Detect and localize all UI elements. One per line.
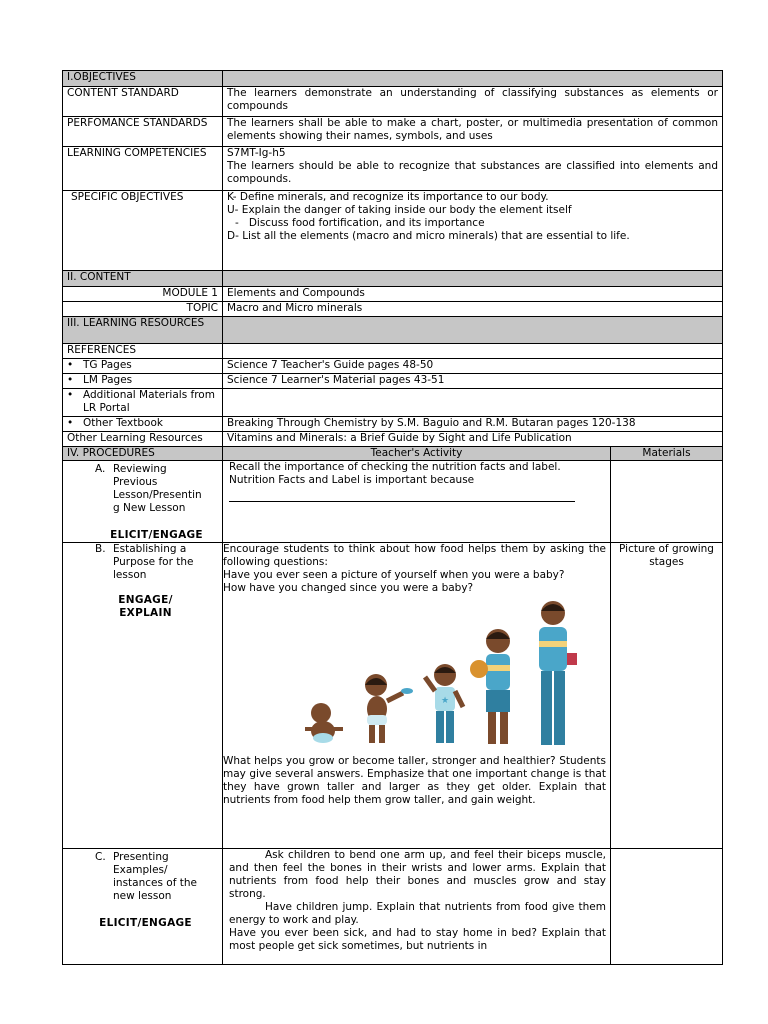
specific-objectives-label: SPECIFIC OBJECTIVES <box>63 191 223 271</box>
additional-label: Additional Materials from LR Portal <box>83 389 215 414</box>
objectives-header: I.OBJECTIVES <box>63 71 223 87</box>
tg-label-cell <box>63 359 223 374</box>
procedure-b-q2: How have you changed since you were a baby? <box>223 582 474 594</box>
lm-label: • LM Pages <box>67 374 132 386</box>
procedure-b-q3: What helps you grow or become taller, stronger and healthier? Students may give several answers. Emphasize that one important change is that they have grown taller and larger as they get older. Explain that nutrients from food help them grow taller, and gain weight. <box>223 755 606 806</box>
textbook-value: Breaking Through Chemistry by S.M. Baguio and R.M. Butaran pages 120-138 <box>223 417 723 432</box>
procedure-a-line1: Recall the importance of checking the nutrition facts and label. <box>229 461 561 473</box>
procedure-b-label: Establishing a Purpose for the lesson <box>113 543 194 581</box>
specific-objectives-cell <box>223 191 723 271</box>
procedure-c-activity <box>223 849 611 965</box>
procedure-b-letter: B. <box>95 543 106 555</box>
content-header: II. CONTENT <box>63 271 223 287</box>
content-header-fill <box>223 271 723 287</box>
tg-label: • TG Pages <box>67 359 132 371</box>
procedure-a-letter: A. <box>95 463 106 475</box>
procedure-c-label: Presenting Examples/ instances of the new lesson <box>113 851 197 902</box>
references-value <box>223 344 723 359</box>
tg-value: Science 7 Teacher's Guide pages 48-50 <box>223 359 723 374</box>
objective-u-sub: - Discuss food fortification, and its importance <box>235 217 485 229</box>
toddler-figure <box>365 674 413 743</box>
objective-u-sub-text: Discuss food fortification, and its importance <box>248 217 485 229</box>
procedure-c-label-cell <box>63 849 223 965</box>
teen-figure <box>539 601 577 745</box>
performance-text: The learners shall be able to make a chart, poster, or multimedia presentation of common elements showing their names, symbols, and uses <box>223 117 723 147</box>
additional-value <box>223 389 723 417</box>
child-figure <box>425 664 463 743</box>
growing-stages-illustration <box>261 601 581 751</box>
procedure-b-label-cell <box>63 543 223 849</box>
content-standard-text: The learners demonstrate an understanding of classifying substances as elements or compounds <box>223 87 723 117</box>
additional-label-cell: • Additional Materials from LR Portal <box>63 389 223 417</box>
content-standard-label: CONTENT STANDARD <box>63 87 223 117</box>
procedure-c-materials <box>611 849 723 965</box>
materials-header: Materials <box>611 447 723 461</box>
teacher-activity-header: Teacher's Activity <box>223 447 611 461</box>
baby-figure <box>305 703 343 743</box>
topic-label: TOPIC <box>63 302 223 317</box>
procedures-header: IV. PROCEDURES <box>63 447 223 461</box>
objectives-header-fill <box>223 71 723 87</box>
references-label: REFERENCES <box>63 344 223 359</box>
topic-value: Macro and Micro minerals <box>223 302 723 317</box>
competencies-label: LEARNING COMPETENCIES <box>63 147 223 191</box>
procedure-a-materials <box>611 461 723 543</box>
competencies-code: S7MT-Ig-h5 <box>227 147 286 159</box>
procedure-a-line2: Nutrition Facts and Label is important because <box>229 474 475 486</box>
procedure-c-p2: Have children jump. Explain that nutrients from food give them energy to work and play. <box>229 901 606 926</box>
lesson-plan-table <box>62 70 723 965</box>
procedure-c-p2-wrap <box>229 901 606 927</box>
procedure-a-label-cell <box>63 461 223 543</box>
other-resources-label: Other Learning Resources <box>63 432 223 447</box>
performance-label: PERFOMANCE STANDARDS <box>63 117 223 147</box>
procedure-a-activity <box>223 461 611 543</box>
textbook-label: • Other Textbook <box>67 417 163 429</box>
procedure-c-p1-wrap <box>229 849 606 901</box>
objective-k: K- Define minerals, and recognize its importance to our body. <box>227 191 549 203</box>
procedure-b-phase-1: ENGAGE/ <box>118 594 173 606</box>
procedure-b-intro: Encourage students to think about how food helps them by asking the following questions: <box>223 543 606 568</box>
procedure-b-q1: Have you ever seen a picture of yourself when you were a baby? <box>223 569 565 581</box>
module-value: Elements and Compounds <box>223 287 723 302</box>
procedure-c-phase: ELICIT/ENGAGE <box>99 917 192 929</box>
preteen-figure <box>470 629 510 744</box>
competencies-text: The learners should be able to recognize that substances are classified into elements and compounds. <box>227 160 718 185</box>
module-label: MODULE 1 <box>63 287 223 302</box>
svg-text:★: ★ <box>440 696 450 706</box>
procedure-b-materials: Picture of growing stages <box>611 543 723 849</box>
resources-header: III. LEARNING RESOURCES <box>63 317 223 344</box>
textbook-label-cell <box>63 417 223 432</box>
procedure-b-activity <box>223 543 611 849</box>
objective-d: D- List all the elements (macro and micro minerals) that are essential to life. <box>227 230 630 242</box>
other-resources-value: Vitamins and Minerals: a Brief Guide by Sight and Life Publication <box>223 432 723 447</box>
competencies-cell <box>223 147 723 191</box>
objective-u: U- Explain the danger of taking inside our body the element itself <box>227 204 572 216</box>
lm-value: Science 7 Learner's Material pages 43-51 <box>223 374 723 389</box>
answer-blank-line <box>229 487 575 502</box>
procedure-c-p3: Have you ever been sick, and had to stay home in bed? Explain that most people get sick sometimes, but nutrients in <box>229 927 606 952</box>
procedure-b-phase-2: EXPLAIN <box>119 607 172 619</box>
procedure-c-p1: Ask children to bend one arm up, and feel their biceps muscle, and then feel the bones in their wrists and lower arms. Explain that nutrients from food help their bones and muscles grow and stay strong. <box>229 849 606 900</box>
procedure-a-label: Reviewing Previous Lesson/Presentin g New Lesson <box>113 463 202 514</box>
procedure-a-phase: ELICIT/ENGAGE <box>110 529 203 541</box>
lm-label-cell <box>63 374 223 389</box>
procedure-c-letter: C. <box>95 851 106 863</box>
resources-header-fill <box>223 317 723 344</box>
